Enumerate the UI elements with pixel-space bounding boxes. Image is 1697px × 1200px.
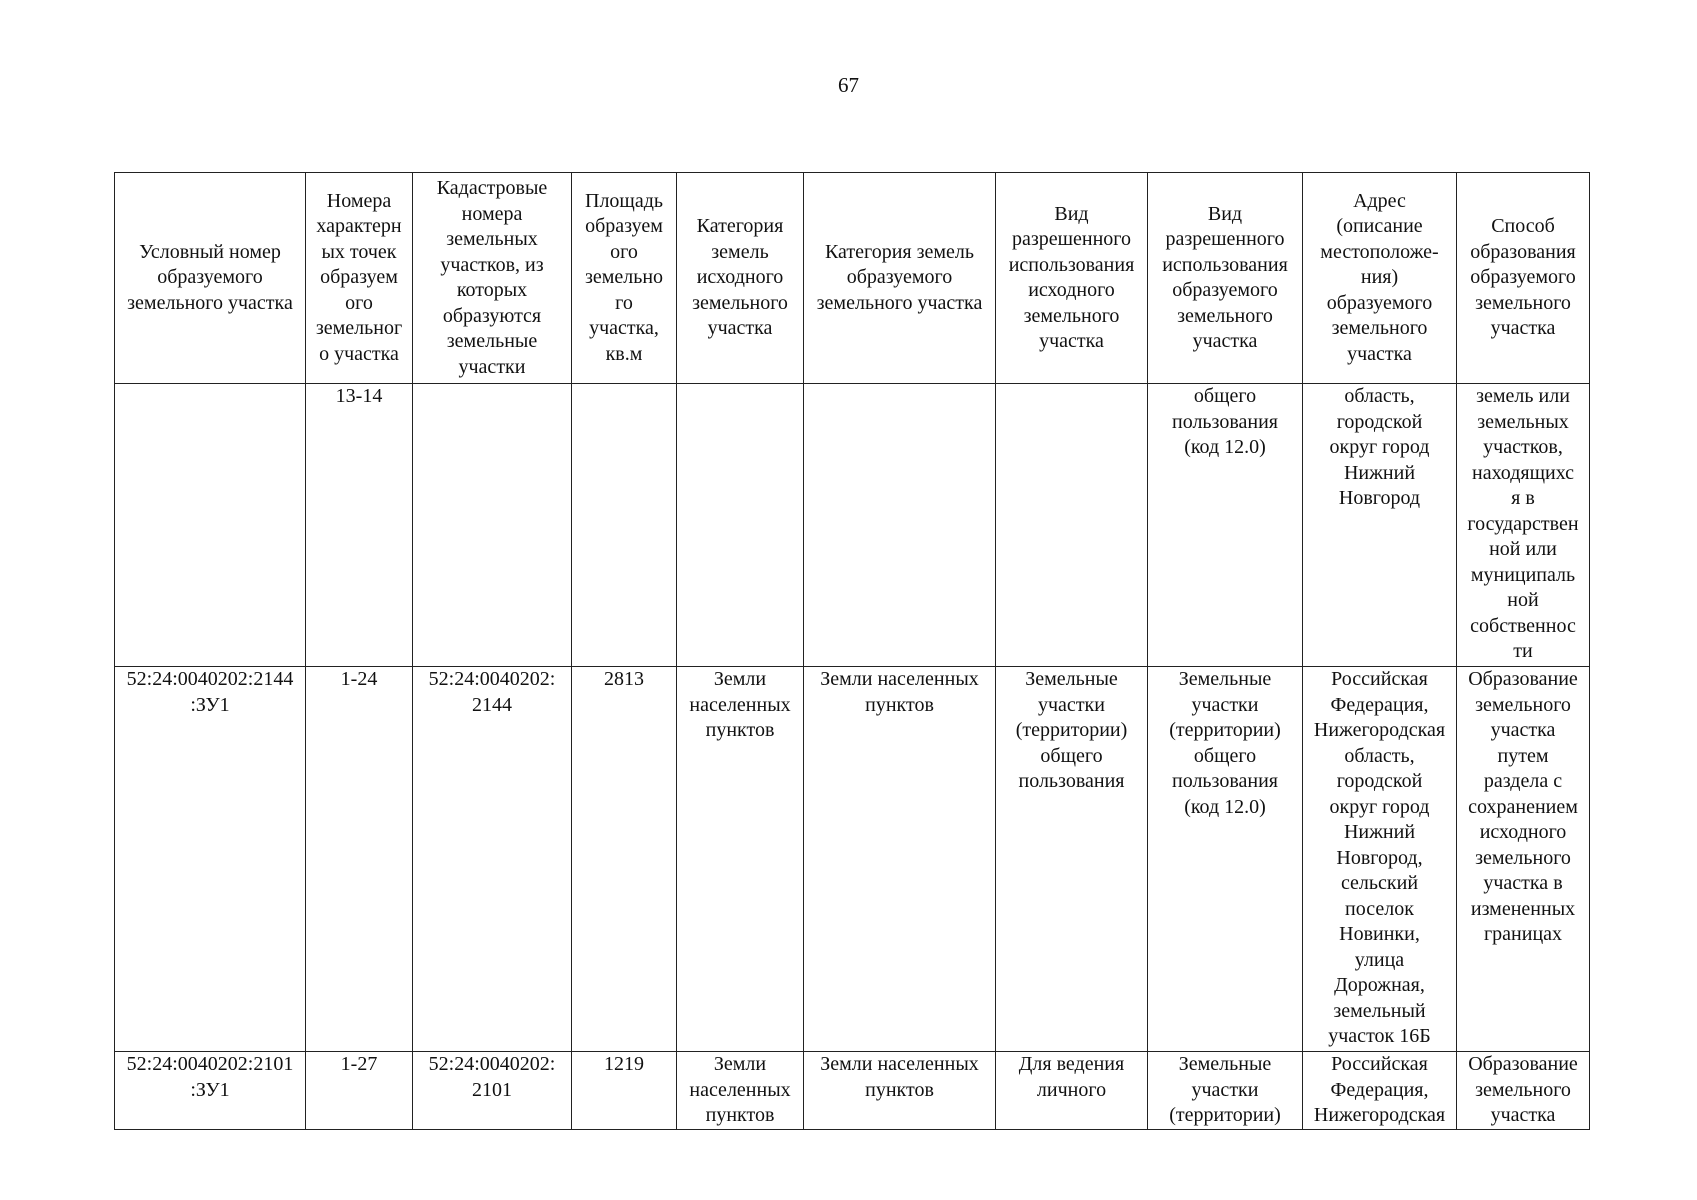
cell-text-line: образуемого [157, 266, 263, 289]
table-cell [306, 1052, 413, 1130]
cell-text-line: участки [1191, 1078, 1259, 1101]
table-cell [804, 384, 996, 667]
cell-text-line: Нижний [1343, 461, 1416, 484]
cell-text-line: земельных [1477, 410, 1569, 433]
cell-text-line: Вид [1207, 202, 1243, 225]
cell-text-line: населенных [689, 693, 791, 716]
cell-text-line: участка [1192, 330, 1258, 352]
cell-text-line: использования [1162, 253, 1288, 276]
cell-text-line: образуем [585, 215, 663, 238]
cell-text-line: Новгород, [1336, 846, 1423, 869]
cell-text-line: (описание [1336, 215, 1423, 238]
cell-text-line: Образование [1468, 1053, 1578, 1075]
table-cell [1303, 384, 1457, 667]
cell-text-line: муниципаль [1470, 563, 1576, 586]
table-cell [1148, 384, 1303, 667]
column-header [996, 173, 1148, 384]
table-cell [115, 384, 306, 667]
cell-text-line: :ЗУ1 [190, 693, 230, 716]
cell-text-line: Новгород [1338, 487, 1421, 509]
cell-text-line: земельного [1331, 317, 1428, 340]
cell-text-line: земельный [1333, 999, 1426, 1022]
cell-text-line: 1-24 [340, 668, 378, 690]
cell-text-line: измененных [1470, 897, 1576, 920]
cell-text-line: Вид [1054, 202, 1089, 225]
cell-text-line: (территории) [1169, 1104, 1281, 1126]
cell-text-line: Земли населенных [820, 668, 979, 690]
cell-text-line: разрешенного [1011, 228, 1132, 250]
cell-text-line: о участка [319, 342, 399, 365]
table-cell [306, 384, 413, 667]
table-cell [1148, 667, 1303, 1052]
cell-text-line: область, [1344, 744, 1415, 767]
cell-text-line: кв.м [605, 342, 643, 365]
cell-text-line: Федерация, [1330, 1078, 1429, 1101]
cell-text-line: общего [1193, 385, 1257, 407]
cell-text-line: земельно [584, 266, 664, 289]
cell-text-line: раздела с [1483, 770, 1563, 792]
cell-text-line: 2144 [472, 693, 512, 716]
cell-text-line: земельного [692, 291, 788, 314]
cell-text-line: участок 16Б [1328, 1025, 1431, 1047]
cell-text-line: 13-14 [335, 385, 383, 407]
cell-text-line: Российская [1331, 668, 1428, 690]
cell-text-line: Образование [1468, 668, 1578, 690]
cell-text-line: участка [1490, 719, 1556, 741]
cell-text-line: Способ [1491, 215, 1555, 238]
cell-text-line: пунктов [865, 693, 934, 716]
cell-text-line: (территории) [1169, 719, 1281, 741]
cell-text-line: сельский [1340, 872, 1419, 894]
cell-text-line: ния) [1360, 266, 1399, 289]
cell-text-line: ной или [1489, 538, 1557, 560]
cell-text-line: сохранением [1468, 795, 1578, 818]
cell-text-line: :ЗУ1 [190, 1078, 230, 1101]
cell-text-line: Федерация, [1330, 693, 1429, 716]
cell-text-line: номера [461, 202, 523, 225]
cell-text-line: ых точек [321, 240, 397, 263]
cell-text-line: границах [1483, 923, 1563, 945]
table-cell [1303, 1052, 1457, 1130]
cell-text-line: участки [1191, 693, 1259, 716]
cell-text-line: земельного участка [816, 291, 983, 314]
column-header [1303, 173, 1457, 384]
cell-text-line: характерн [316, 215, 402, 238]
cell-text-line: образования [1470, 240, 1576, 263]
cell-text-line: исходного [1479, 821, 1567, 843]
cell-text-line: земель [711, 240, 769, 263]
table-cell [677, 667, 804, 1052]
column-header [804, 173, 996, 384]
cell-text-line: участков, из [440, 253, 544, 276]
cell-text-line: образуемого [1172, 279, 1278, 301]
cell-text-line: Кадастровые [436, 177, 548, 199]
table-cell [1457, 384, 1590, 667]
table-cell [1303, 667, 1457, 1052]
table-cell [804, 1052, 996, 1130]
cell-text-line: городской [1336, 770, 1423, 792]
cell-text-line: участков, [1483, 436, 1563, 458]
cell-text-line: земельного [1475, 693, 1571, 716]
table-cell [572, 667, 677, 1052]
cell-text-line: поселок [1345, 897, 1414, 920]
table-cell [413, 384, 572, 667]
table-cell [306, 667, 413, 1052]
cell-text-line: Земельные [1178, 668, 1272, 690]
cell-text-line: Дорожная, [1334, 974, 1425, 996]
cell-text-line: земельные [446, 330, 538, 352]
table-cell [996, 667, 1148, 1052]
cell-text-line: городской [1336, 410, 1423, 433]
cell-text-line: ого [610, 240, 638, 263]
cell-text-line: ти [1513, 640, 1533, 662]
cell-text-line: участки [458, 355, 526, 378]
cell-text-line: земельного участка [127, 291, 293, 314]
cell-text-line: Категория [696, 215, 784, 238]
table-cell [115, 667, 306, 1052]
cell-text-line: Нижегородская [1313, 1104, 1446, 1126]
cell-text-line: пунктов [705, 1104, 775, 1126]
cell-text-line: путем [1497, 744, 1549, 767]
cell-text-line: Земли [713, 668, 767, 690]
page-number: 67 [838, 73, 859, 97]
cell-text-line: округ город [1329, 795, 1430, 818]
cell-text-line: 1-27 [340, 1053, 378, 1075]
column-header [413, 173, 572, 384]
cell-text-line: образуются [442, 304, 542, 327]
cell-text-line: ого [345, 291, 373, 314]
cell-text-line: участка, [589, 317, 659, 340]
cell-text-line: Условный номер [139, 240, 281, 263]
table-cell [413, 1052, 572, 1130]
cell-text-line: Российская [1331, 1053, 1428, 1075]
cell-text-line: населенных [689, 1078, 791, 1101]
table-row [115, 1052, 1590, 1130]
cell-text-line: Для ведения [1018, 1053, 1125, 1075]
table-body [115, 384, 1590, 1130]
table-cell [677, 1052, 804, 1130]
cell-text-line: разрешенного [1165, 228, 1285, 250]
cell-text-line: пользования [1172, 770, 1278, 792]
cell-text-line: исходного [1028, 279, 1115, 301]
cell-text-line: общего [1193, 744, 1257, 767]
cell-text-line: Площадь [585, 189, 663, 212]
cell-text-line: участка [707, 317, 773, 340]
cell-text-line: 2813 [604, 668, 644, 690]
column-header [1457, 173, 1590, 384]
cell-text-line: пунктов [865, 1078, 934, 1101]
cell-text-line: Земли [713, 1053, 767, 1075]
cell-text-line: Нижний [1343, 821, 1416, 843]
cell-text-line: земельного [1177, 304, 1273, 327]
cell-text-line: пользования [1018, 770, 1125, 792]
cell-text-line: ной [1507, 589, 1539, 611]
table-cell [996, 384, 1148, 667]
cell-text-line: образуем [320, 266, 398, 289]
table-cell [413, 667, 572, 1052]
table-cell [996, 1052, 1148, 1130]
cell-text-line: участка [1039, 330, 1104, 352]
cell-text-line: Земельные [1025, 668, 1118, 690]
cell-text-line: область, [1344, 385, 1415, 407]
cell-text-line: Новинки, [1339, 923, 1420, 945]
cell-text-line: земельных [446, 228, 538, 250]
cell-text-line: участка [1490, 317, 1556, 340]
header-row [115, 173, 1590, 384]
cell-text-line: 2101 [472, 1078, 512, 1101]
table-cell [572, 1052, 677, 1130]
land-plots-table [114, 172, 1590, 1130]
cell-text-line: земельного [1475, 846, 1571, 869]
cell-text-line: личного [1036, 1078, 1107, 1101]
table-row [115, 667, 1590, 1052]
cell-text-line: использования [1008, 253, 1135, 276]
cell-text-line: местоположе- [1320, 240, 1439, 263]
table-cell [1148, 1052, 1303, 1130]
cell-text-line: которых [456, 279, 528, 301]
table-row [115, 384, 1590, 667]
cell-text-line: (территории) [1015, 719, 1128, 741]
cell-text-line: земельног [315, 317, 403, 340]
cell-text-line: Адрес [1353, 189, 1406, 212]
cell-text-line: участка [1347, 342, 1412, 365]
table-cell [572, 384, 677, 667]
table-cell [1457, 1052, 1590, 1130]
cell-text-line: пунктов [705, 719, 775, 741]
cell-text-line: 1219 [604, 1053, 644, 1075]
cell-text-line: 52:24:0040202:2101 [126, 1053, 294, 1075]
column-header [572, 173, 677, 384]
cell-text-line: образуемого [1470, 266, 1576, 289]
cell-text-line: 52:24:0040202: [428, 1053, 556, 1075]
cell-text-line: образуемого [846, 266, 953, 289]
cell-text-line: участка в [1483, 872, 1563, 894]
cell-text-line: Земельные [1178, 1053, 1272, 1075]
column-header [677, 173, 804, 384]
table-cell [804, 667, 996, 1052]
cell-text-line: участки [1038, 693, 1105, 716]
cell-text-line: Категория земель [824, 240, 975, 263]
cell-text-line: я в [1511, 487, 1535, 509]
cell-text-line: Номера [326, 189, 392, 212]
cell-text-line: земельного [1023, 304, 1120, 327]
cell-text-line: государствен [1467, 512, 1579, 535]
column-header [1148, 173, 1303, 384]
table-cell [115, 1052, 306, 1130]
cell-text-line: участка [1490, 1104, 1556, 1126]
cell-text-line: исходного [696, 266, 784, 289]
cell-text-line: собственнос [1470, 614, 1576, 637]
column-header [306, 173, 413, 384]
cell-text-line: земельного [1475, 1078, 1571, 1101]
cell-text-line: пользования [1172, 410, 1278, 433]
cell-text-line: земельного [1475, 291, 1571, 314]
cell-text-line: земель или [1476, 385, 1570, 407]
cell-text-line: округ город [1329, 436, 1430, 458]
cell-text-line: (код 12.0) [1184, 436, 1266, 458]
cell-text-line: улица [1354, 948, 1405, 971]
cell-text-line: 52:24:0040202:2144 [126, 668, 294, 690]
cell-text-line: Земли населенных [820, 1053, 979, 1075]
cell-text-line: общего [1040, 744, 1103, 767]
cell-text-line: го [615, 291, 633, 314]
cell-text-line: находящихс [1471, 461, 1575, 484]
cell-text-line: (код 12.0) [1184, 795, 1266, 818]
cell-text-line: Нижегородская [1313, 719, 1446, 741]
table-cell [677, 384, 804, 667]
column-header [115, 173, 306, 384]
cell-text-line: 52:24:0040202: [428, 668, 556, 690]
cell-text-line: образуемого [1326, 291, 1433, 314]
table-cell [1457, 667, 1590, 1052]
